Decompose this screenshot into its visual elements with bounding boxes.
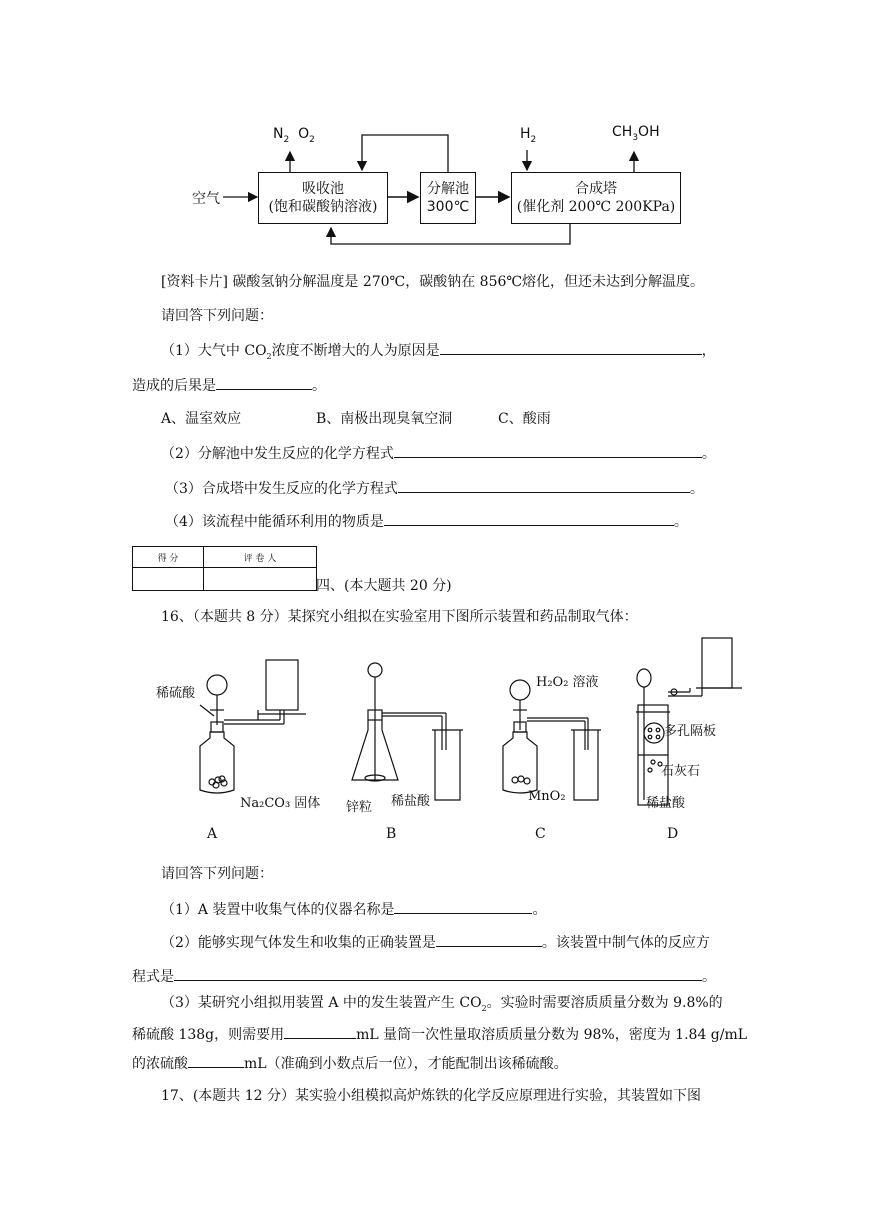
question-16-3c: 的浓硫酸 mL（准确到小数点后一位），才能配制出该稀硫酸。 [132,1053,568,1074]
synth-title: 合成塔 [575,181,617,197]
option-c: C、酸雨 [498,411,551,427]
h2-label: $H_2$ [520,126,537,145]
answer-blank[interactable] [174,966,702,981]
label-dilute-sulfuric: 稀硫酸 [156,686,196,701]
answer-blank[interactable] [284,1024,356,1039]
caption-b: B [386,826,397,842]
prompt-2: 请回答下列问题： [161,866,273,882]
decomp-title: 分解池 [427,181,469,197]
label-dilute-hcl-d: 稀盐酸 [646,796,686,811]
label-porous-plate: 多孔隔板 [664,724,717,739]
label-mno2: MnO₂ [528,789,566,804]
question-16-2b: 程式是 。 [132,966,716,987]
answer-blank[interactable] [384,511,674,526]
score-cell[interactable] [133,568,204,591]
question-16-1: （1）A 装置中收集气体的仪器名称是 。 [161,899,546,920]
answer-blank[interactable] [394,899,532,914]
question-1b: 造成的后果是 。 [132,375,326,396]
synth-box [511,172,681,224]
option-a: A、温室效应 [161,411,242,427]
answer-blank[interactable] [398,478,690,493]
absorber-sub: (饱和碳酸钠溶液) [268,199,378,215]
grader-header: 评 卷 人 [204,547,317,568]
prompt-1: 请回答下列问题： [161,308,273,324]
apparatus-a [200,660,306,793]
apparatus-figure [130,630,750,850]
label-limestone: 石灰石 [661,764,701,779]
question-16-3b: 稀硫酸 138g，则需要用 mL 量筒一次性量取溶质质量分数为 98%，密度为 1.84 g/mL [132,1024,747,1045]
score-table [132,546,317,591]
answer-blank[interactable] [216,375,312,390]
info-card: [资料卡片] 碳酸氢钠分解温度是 270℃，碳酸钠在 856℃熔化，但还未达到分解温度。 [161,274,705,290]
caption-d: D [667,826,679,842]
question-1a: （1）大气中 $CO_2$浓度不断增大的人为原因是 ， [161,340,716,367]
option-b: B、南极出现臭氧空洞 [316,411,453,427]
decomp-box [420,172,476,224]
label-h2o2: H₂O₂ 溶液 [536,675,599,690]
question-3: （3）合成塔中发生反应的化学方程式 。 [165,478,704,499]
apparatus-b [352,663,463,800]
question-16-3a: （3）某研究小组拟用装置 A 中的发生装置产生 $CO_2$。实验时需要溶质质量分数为 9.8%的 [161,995,723,1013]
synth-sub: (催化剂 200℃ 200KPa) [516,199,676,215]
question-17: 17、(本题共 12 分）某实验小组模拟高炉炼铁的化学反应原理进行实验，其装置如下图 [161,1088,701,1104]
label-zinc: 锌粒 [346,800,373,815]
question-4: （4）该流程中能循环利用的物质是 。 [165,511,688,532]
air-label: 空气 [192,191,220,207]
answer-blank[interactable] [440,340,702,355]
apparatus-c [503,680,601,800]
n2-o2-label: $N_2$ $O_2$ [273,126,315,145]
label-na2co3: Na₂CO₃ 固体 [240,796,321,811]
grader-cell[interactable] [204,568,317,591]
answer-blank[interactable] [394,443,702,458]
section-4-title: 四、(本大题共 20 分) [316,578,452,594]
absorber-title: 吸收池 [302,181,344,197]
question-2: （2）分解池中发生反应的化学方程式 。 [161,443,716,464]
caption-c: C [535,826,546,842]
caption-a: A [207,826,218,842]
answer-blank[interactable] [188,1053,244,1068]
answer-blank[interactable] [436,932,542,947]
label-dilute-hcl-b: 稀盐酸 [391,794,431,809]
decomp-temp: 300℃ [426,199,470,215]
score-header: 得 分 [133,547,204,568]
question-16-2: （2）能够实现气体发生和收集的正确装置是 。该装置中制气体的反应方 [161,932,710,953]
absorber-box [258,172,388,224]
methanol-label: $CH_3OH$ [612,124,660,143]
question-16: 16、（本题共 8 分）某探究小组拟在实验室用下图所示装置和药品制取气体： [161,609,638,625]
